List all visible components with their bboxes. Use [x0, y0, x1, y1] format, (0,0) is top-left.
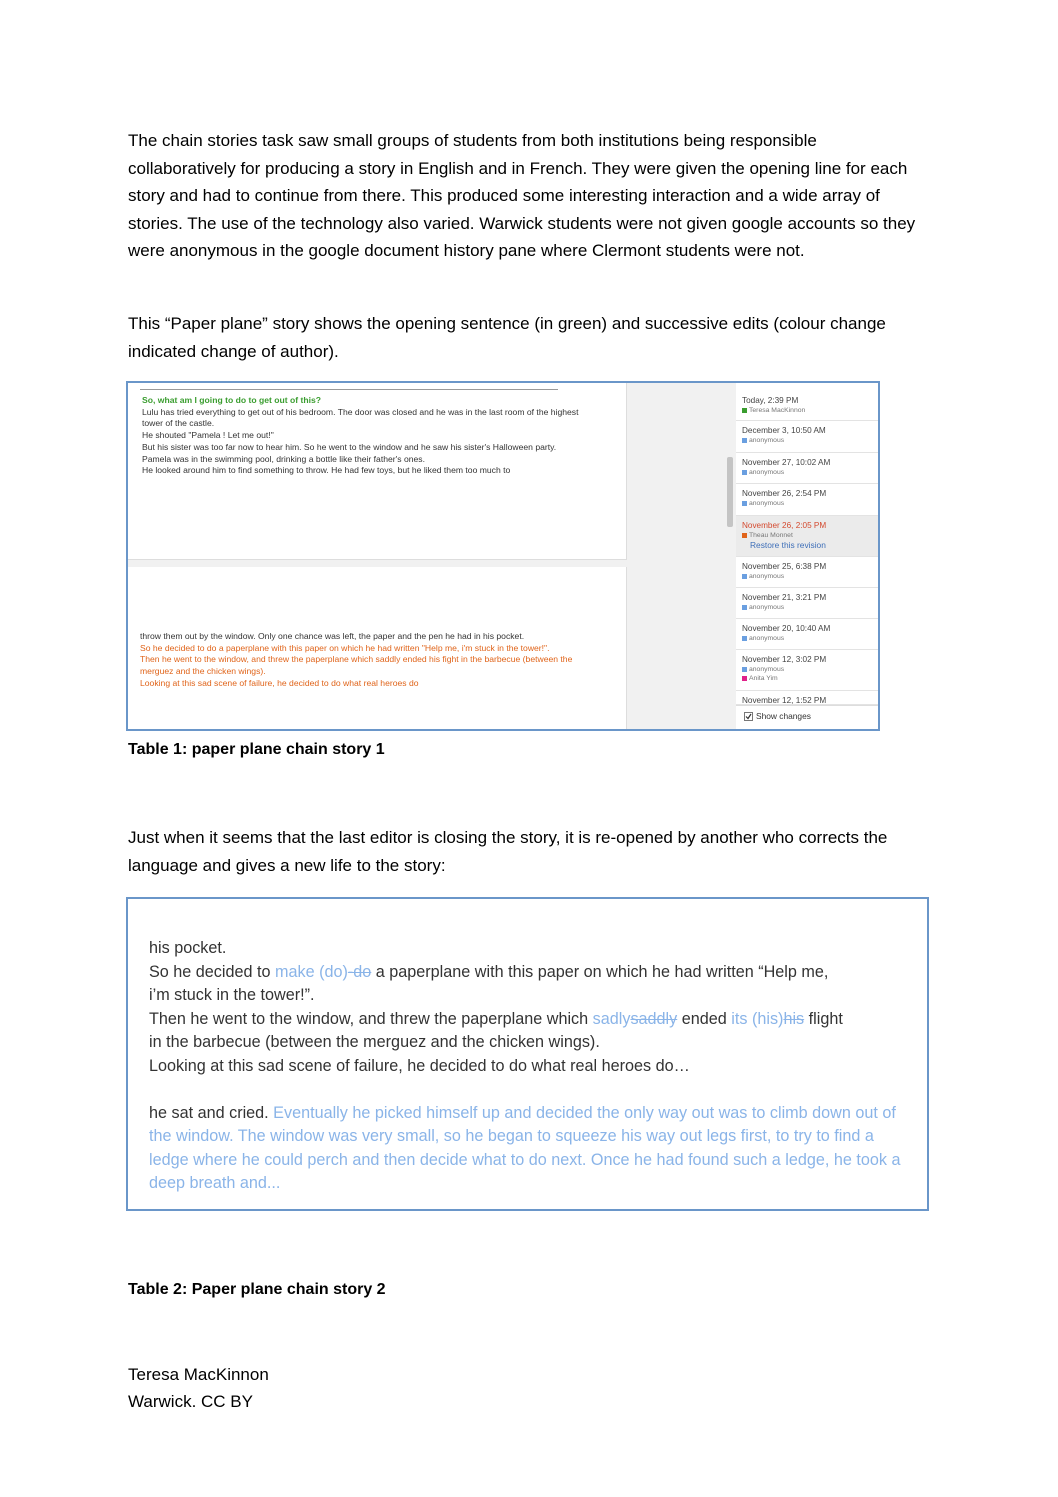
doc-top-text	[142, 395, 582, 477]
author-name: Anita Yim	[749, 675, 778, 682]
doc-line: So he decided to do a paperplane with this paper on which he had written "Help me, i'm stuck in the tower!".	[140, 642, 550, 653]
revision-author	[742, 436, 878, 445]
f2-line-2	[149, 961, 909, 985]
author-color-swatch	[742, 408, 747, 413]
f2-insertion: sadly	[592, 1009, 631, 1028]
revision-date: December 3, 10:50 AM	[742, 426, 826, 435]
opening-sentence: So, what am I going to do to get out of this?	[142, 395, 322, 405]
revision-entry[interactable]	[736, 588, 878, 619]
author-name: Theau Monnet	[749, 532, 793, 539]
revision-date: November 26, 2:54 PM	[742, 489, 827, 498]
author-name: anonymous	[749, 573, 785, 580]
figure-2-text	[149, 937, 909, 1196]
author-color-swatch	[742, 676, 747, 681]
intro-text-2: This “Paper plane” story shows the opening sentence (in green) and successive edits (colour change indicated change of author).	[128, 314, 886, 361]
revision-entry[interactable]	[736, 619, 878, 650]
author-color-swatch	[742, 667, 747, 672]
revision-entry[interactable]	[736, 650, 878, 691]
doc-bottom-orange-lines	[140, 643, 580, 690]
f2-text-segment: Then he went to the window, and threw the paperplane which	[149, 1009, 593, 1028]
f2-deletion: -do	[347, 962, 372, 981]
f2-deletion: his	[783, 1009, 805, 1028]
revision-entry[interactable]	[736, 516, 878, 557]
revision-author	[742, 531, 878, 540]
doc-top-lines	[142, 407, 582, 477]
doc-line: Looking at this sad scene of failure, he decided to do what real heroes do	[140, 677, 419, 688]
intro-paragraph-1	[128, 127, 928, 265]
revision-entry[interactable]	[736, 557, 878, 588]
revision-date: November 12, 3:02 PM	[742, 655, 827, 664]
document-page-top	[128, 383, 627, 560]
table-2-caption: Table 2: Paper plane chain story 2	[128, 1281, 386, 1298]
figure-2-box	[126, 897, 929, 1211]
author-color-swatch	[742, 470, 747, 475]
revision-entry[interactable]	[736, 691, 878, 705]
author-name: anonymous	[749, 604, 785, 611]
intro-paragraph-2	[128, 310, 928, 365]
author-color-swatch	[742, 636, 747, 641]
page-divider-line	[140, 389, 558, 390]
revision-date: November 27, 10:02 AM	[742, 458, 831, 467]
f2-blue-text: Eventually he picked himself up and decided the only way out was to climb down out of the window. The window was very small, so he began to squeeze his way out legs first, to try to find a ledge where he could perch and then decide what to do next. Once he had found such a ledge, he took a deep breath and...	[149, 1103, 901, 1193]
author-name: anonymous	[749, 500, 785, 507]
f2-line-5: in the barbecue (between the merguez and the chicken wings).	[149, 1033, 600, 1052]
f2-text-segment: flight	[804, 1009, 843, 1028]
revision-history-pane	[736, 383, 878, 729]
revision-author	[742, 572, 878, 581]
restore-revision-link[interactable]: Restore this revision	[750, 540, 826, 550]
f2-black-text: he sat and cried.	[149, 1103, 269, 1122]
f2-line-4	[149, 1008, 909, 1032]
table-1-caption: Table 1: paper plane chain story 1	[128, 741, 385, 758]
author-color-swatch	[742, 574, 747, 579]
f2-deletion: saddly	[630, 1009, 678, 1028]
intro-text-1: The chain stories task saw small groups of students from both institutions being responsible collaboratively for producing a story in English and in French. They were given the opening line for each story and had to continue from there. This produced some interesting interaction and a wide array of stories. The use of the technology also varied. Warwick students were not given google accounts so they were anonymous in the google document history pane where Clermont students were not.	[128, 131, 916, 260]
doc-line: But his sister was too far now to hear him. So he went to the window and he saw his sister's Halloween party. Pamela was in the swimming pool, drinking a bottle like their father's ones.	[142, 441, 557, 464]
doc-line: Lulu has tried everything to get out of his bedroom. The door was closed and he was in the last room of the highest tower of the castle.	[142, 406, 579, 429]
author-name: anonymous	[749, 437, 785, 444]
revision-entry[interactable]	[736, 484, 878, 516]
author-name: anonymous	[749, 666, 785, 673]
document-page-bottom	[128, 567, 627, 729]
show-changes-toggle[interactable]	[736, 705, 878, 729]
f2-paragraph-2	[149, 1102, 909, 1196]
doc-line: He looked around him to find something to throw. He had few toys, but he liked them too much to	[142, 465, 511, 476]
revision-author	[742, 468, 878, 477]
author-name: Teresa MacKinnon	[749, 407, 806, 414]
revision-date: November 26, 2:05 PM	[742, 521, 827, 530]
figure-1-screenshot	[126, 381, 880, 731]
doc-line: throw them out by the window. Only one chance was left, the paper and the pen he had in his pocket.	[140, 631, 525, 641]
doc-line: Then he went to the window, and threw the paperplane which saddly ended his fight in the barbecue (between the merguez and the chicken wings).	[140, 654, 573, 677]
f2-text-segment: So he decided to	[149, 962, 275, 981]
transition-text: Just when it seems that the last editor is closing the story, it is re-opened by another who corrects the language and gives a new life to the story:	[128, 828, 888, 875]
transition-paragraph	[128, 824, 928, 879]
author-color-swatch	[742, 501, 747, 506]
revision-date: November 25, 6:38 PM	[742, 562, 827, 571]
f2-insertion: make (do)	[275, 962, 348, 981]
revision-author	[742, 634, 878, 643]
f2-line-3: i’m stuck in the tower!”.	[149, 986, 315, 1005]
revision-entry[interactable]	[736, 421, 878, 453]
revision-author	[742, 603, 878, 612]
author-color-swatch	[742, 533, 747, 538]
signature-name: Teresa MacKinnon	[128, 1365, 269, 1384]
revision-author	[742, 665, 878, 674]
f2-text-segment: ended	[677, 1009, 732, 1028]
f2-insertion: its (his)	[731, 1009, 784, 1028]
revision-date: November 21, 3:21 PM	[742, 593, 827, 602]
revision-date: November 20, 10:40 AM	[742, 624, 831, 633]
doc-bottom-text	[140, 631, 580, 690]
f2-line-1: his pocket.	[149, 939, 227, 957]
revision-author	[742, 499, 878, 508]
signature-affiliation: Warwick. CC BY	[128, 1392, 253, 1411]
show-changes-label: Show changes	[756, 711, 811, 721]
author-name: anonymous	[749, 635, 785, 642]
author-color-swatch	[742, 438, 747, 443]
revision-author	[742, 674, 878, 683]
revision-entry[interactable]	[736, 453, 878, 484]
revision-entry[interactable]	[736, 391, 878, 421]
doc-line: He shouted "Pamela ! Let me out!"	[142, 430, 274, 441]
revision-author	[742, 406, 878, 415]
f2-line-6: Looking at this sad scene of failure, he decided to do what real heroes do…	[149, 1056, 690, 1075]
revision-date: November 12, 1:52 PM	[742, 696, 827, 705]
checkbox-icon[interactable]	[744, 712, 753, 721]
author-name: anonymous	[749, 469, 785, 476]
doc-scrollbar-thumb[interactable]	[727, 457, 733, 527]
f2-text-segment: a paperplane with this paper on which he had written “Help me,	[371, 962, 829, 981]
revision-date: Today, 2:39 PM	[742, 396, 799, 405]
author-color-swatch	[742, 605, 747, 610]
doc-bottom-black-lines	[140, 631, 580, 643]
doc-scrollbar[interactable]	[726, 383, 734, 729]
f2-paragraph-gap	[149, 1079, 909, 1102]
